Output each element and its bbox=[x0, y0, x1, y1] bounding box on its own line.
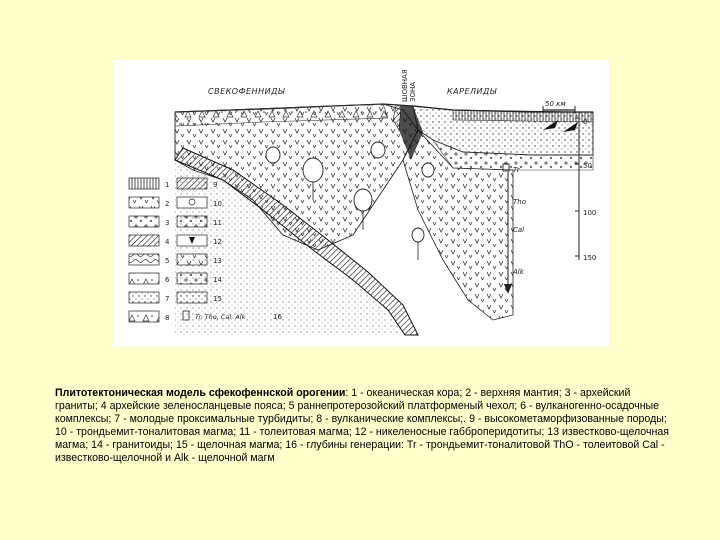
legend-number: 8 bbox=[165, 314, 170, 322]
legend-swatch-7 bbox=[129, 292, 159, 303]
legend-swatch-6 bbox=[129, 273, 159, 284]
legend-number: 15 bbox=[213, 295, 222, 303]
legend-swatch-13 bbox=[177, 254, 207, 265]
legend-number: 7 bbox=[165, 295, 170, 303]
magma-label-tr: Tr bbox=[513, 166, 520, 174]
legend-number: 14 bbox=[213, 276, 222, 284]
legend-swatch-10 bbox=[177, 197, 207, 208]
legend-number: 16 bbox=[273, 313, 282, 321]
legend-number: 3 bbox=[165, 219, 170, 227]
magma-label-tho: Tho bbox=[513, 198, 526, 206]
magma-label-cal: Cal bbox=[513, 226, 525, 234]
figure-drawing bbox=[113, 60, 609, 347]
legend-number: 5 bbox=[165, 257, 170, 265]
legend-number: 13 bbox=[213, 257, 222, 265]
legend-swatch-5 bbox=[129, 254, 159, 265]
legend-swatch-2 bbox=[129, 197, 159, 208]
legend-number: 6 bbox=[165, 276, 170, 284]
magma-label-alk: Alk bbox=[513, 268, 524, 276]
suture-zone-label-2: ЗОНА bbox=[409, 81, 417, 102]
legend-number: 9 bbox=[213, 181, 218, 189]
region-label-right: КАРЕЛИДЫ bbox=[447, 87, 497, 96]
geologic-model-figure bbox=[113, 60, 609, 347]
suture-zone-label-1: ШОВНАЯ bbox=[401, 69, 409, 102]
scale-bar-label: 50 км bbox=[545, 100, 566, 108]
legend-number: 1 bbox=[165, 181, 170, 189]
depth-tick: 50 bbox=[583, 162, 592, 170]
legend-swatch-9 bbox=[177, 178, 207, 189]
legend-swatch-11 bbox=[177, 216, 207, 227]
legend-number: 4 bbox=[165, 238, 170, 246]
depth-tick: 100 bbox=[583, 209, 597, 217]
legend-swatch-8 bbox=[129, 311, 159, 322]
legend-swatch-1 bbox=[129, 178, 159, 189]
legend-swatch-4 bbox=[129, 235, 159, 246]
depth-tick: 0 bbox=[583, 118, 588, 126]
legend-number: 12 bbox=[213, 238, 222, 246]
legend-swatch-14 bbox=[177, 273, 207, 284]
caption-body: : 1 - океаническая кора; 2 - верхняя мантия; 3 - архейский граниты; 4 архейские зеленосланцевые пояса; 5 раннепротерозойский платформеный чехол; 6 - вулканогенно-осадочные комплексы; 7 - молодые проксимальные турбидиты; 8 - вулканические комплексы;. 9 - высокометаморфизованные породы; 10 - трондьемит-тоналитовая магма; 11 - толеитовая магма; 12 - никеленосные габброперидотиты; 13 известково-щелочная магма; 14 - гранитоиды; 15 - щелочная магма; 16 - глубины генерации: Tr - трондьемит-тоналитовой ThO - толеитовой Cal - известково-щелочной и Alk - щелочной магм bbox=[55, 387, 669, 465]
depth-tick: 150 bbox=[583, 254, 597, 262]
figure-caption bbox=[55, 387, 675, 466]
legend-swatch-3 bbox=[129, 216, 159, 227]
legend-number: 10 bbox=[213, 200, 222, 208]
legend-number: 2 bbox=[165, 200, 170, 208]
caption-title: Плитотектоническая модель сфекофеннской орогении bbox=[55, 387, 346, 399]
legend-number: 11 bbox=[213, 219, 222, 227]
legend-16-text: Tr, Tho, Cal, Alk bbox=[195, 313, 246, 321]
legend-swatch-15 bbox=[177, 292, 207, 303]
region-label-left: СВЕКОФЕННИДЫ bbox=[208, 87, 285, 96]
